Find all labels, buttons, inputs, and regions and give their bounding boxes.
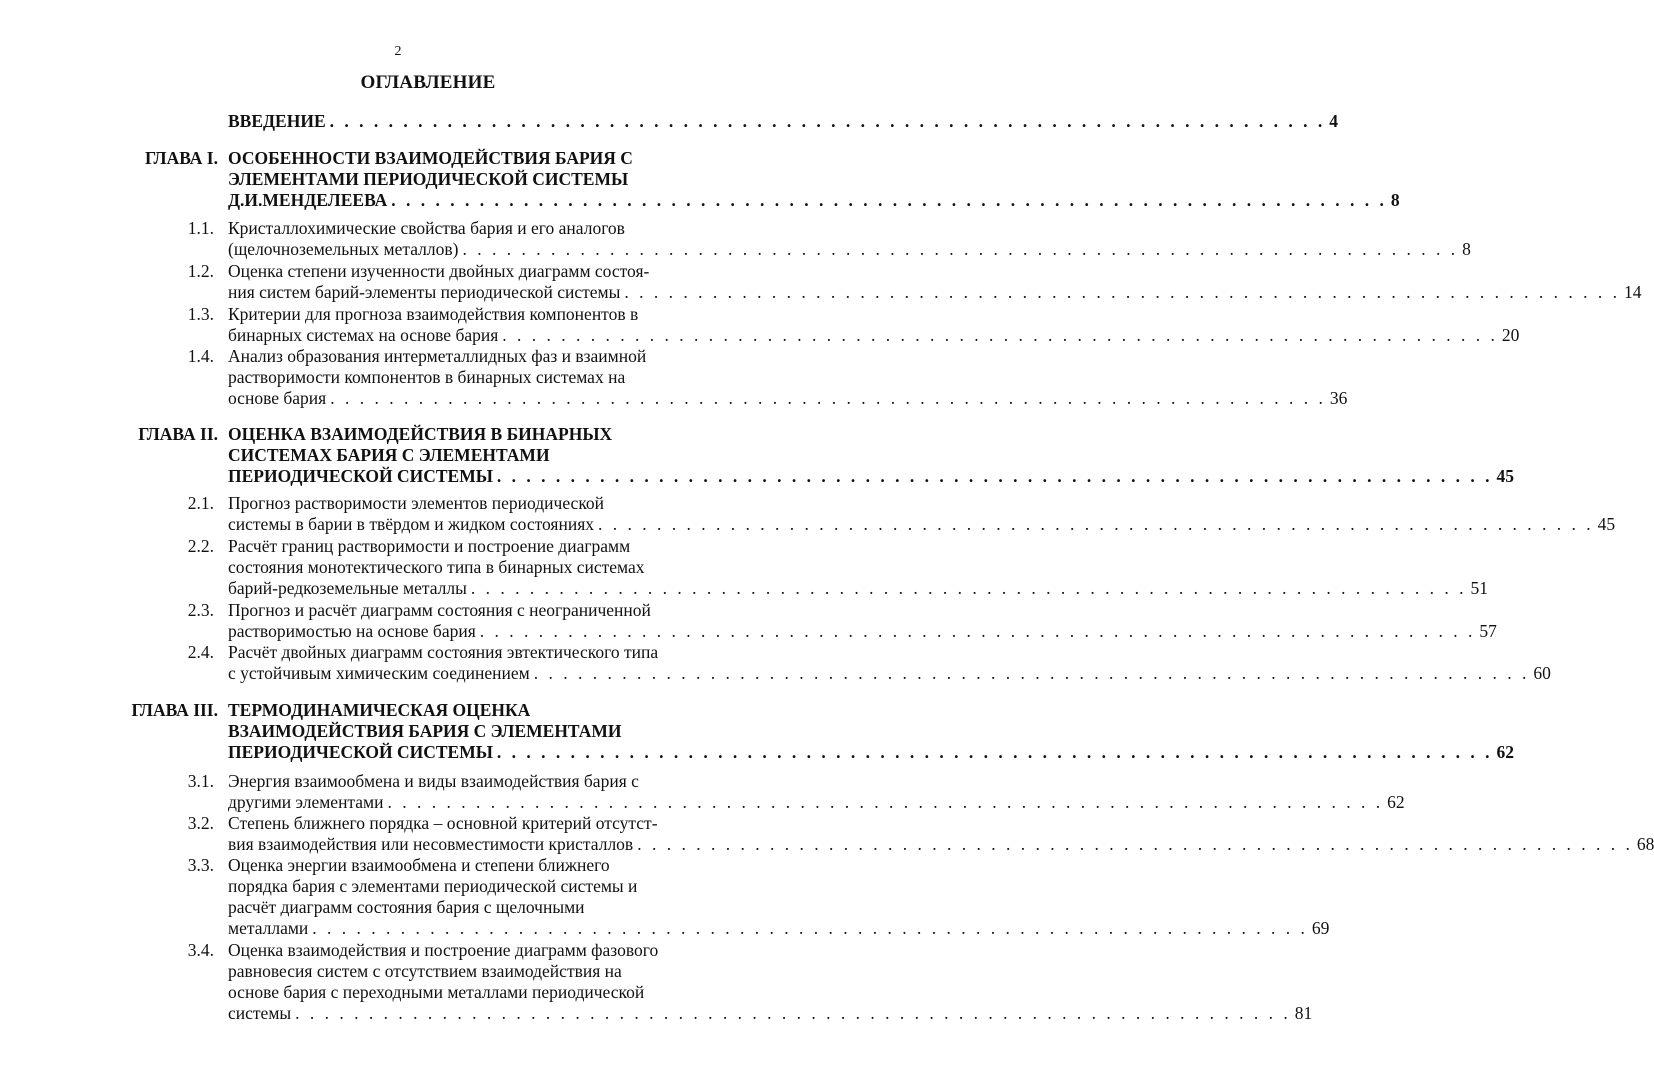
- toc-entry-line: ПЕРИОДИЧЕСКОЙ СИСТЕМЫ: [228, 466, 493, 486]
- toc-page-number: 69: [1311, 918, 1330, 938]
- toc-section-label: 1.3.: [187, 304, 214, 324]
- toc-page-number: 68: [1636, 834, 1654, 854]
- toc-page-number: 14: [1624, 282, 1642, 302]
- dot-leader: . . . . . . . . . . . . . . . . . . . . . . . . . . . . . . . . . . . . . . . . . . . . . . . . . . . . . . . . . . . . . . . . . . . .: [502, 325, 1498, 345]
- toc-entry-line: металлами: [228, 918, 309, 938]
- toc-entry-line: Степень ближнего порядка – основной критерий отсутст-: [228, 813, 658, 833]
- toc-page-number: 51: [1470, 578, 1489, 598]
- toc-entry-line: ния систем барий-элементы периодической системы: [228, 282, 621, 302]
- toc-page-number: 81: [1294, 1003, 1313, 1023]
- toc-chapter-label: ГЛАВА II.: [138, 424, 218, 444]
- toc-chapter-label: ГЛАВА III.: [131, 700, 218, 720]
- toc-page-number: 20: [1501, 325, 1520, 345]
- toc-entry-line: ОЦЕНКА ВЗАИМОДЕЙСТВИЯ В БИНАРНЫХ: [228, 424, 613, 444]
- toc-entry-line: ЭЛЕМЕНТАМИ ПЕРИОДИЧЕСКОЙ СИСТЕМЫ: [228, 169, 629, 189]
- dot-leader: . . . . . . . . . . . . . . . . . . . . . . . . . . . . . . . . . . . . . . . . . . . . . . . . . . . . . . . . . . . . . . . . . . . .: [496, 742, 1493, 762]
- toc-section-label: 2.3.: [187, 600, 214, 620]
- dot-leader: . . . . . . . . . . . . . . . . . . . . . . . . . . . . . . . . . . . . . . . . . . . . . . . . . . . . . . . . . . . . . . . . . . . .: [295, 1003, 1291, 1023]
- toc-section-label: 2.4.: [187, 642, 214, 662]
- toc-section-label: 3.3.: [187, 855, 214, 875]
- toc-section-label: 2.1.: [187, 493, 214, 513]
- toc-entry-line: Оценка взаимодействия и построение диаграмм фазового: [228, 940, 659, 960]
- toc-entry-line: порядка бария с элементами периодической системы и: [228, 876, 638, 896]
- toc-page-number: 57: [1479, 621, 1497, 641]
- toc-entry-line: ВЗАИМОДЕЙСТВИЯ БАРИЯ С ЭЛЕМЕНТАМИ: [228, 721, 622, 741]
- toc-page-number: 36: [1329, 388, 1348, 408]
- page-number: 2: [394, 44, 402, 59]
- toc-entry-line: с устойчивым химическим соединением: [228, 663, 530, 683]
- toc-entry-line: вия взаимодействия или несовместимости кристаллов: [228, 834, 634, 854]
- toc-section-label: 1.2.: [187, 261, 214, 281]
- toc-entry-line: системы в барии в твёрдом и жидком состояниях: [228, 514, 595, 534]
- toc-section-label: 1.1.: [187, 218, 214, 238]
- toc-entry-line: состояния монотектического типа в бинарных системах: [228, 557, 645, 577]
- toc-section-label: 3.4.: [187, 940, 214, 960]
- toc-entry-line: системы: [228, 1003, 292, 1023]
- toc-entry-line: ПЕРИОДИЧЕСКОЙ СИСТЕМЫ: [228, 742, 493, 762]
- toc-entry-line: Прогноз растворимости элементов периодической: [228, 493, 605, 513]
- toc-entry-line: равновесия систем с отсутствием взаимодействия на: [228, 961, 622, 981]
- dot-leader: . . . . . . . . . . . . . . . . . . . . . . . . . . . . . . . . . . . . . . . . . . . . . . . . . . . . . . . . . . . . . . . . . . . .: [470, 578, 1467, 598]
- toc-entry-line: Критерии для прогноза взаимодействия компонентов в: [228, 304, 639, 324]
- toc-entry-line: Д.И.МЕНДЕЛЕЕВА: [228, 190, 388, 210]
- toc-entry-title: ВВЕДЕНИЕ: [228, 111, 326, 131]
- dot-leader: . . . . . . . . . . . . . . . . . . . . . . . . . . . . . . . . . . . . . . . . . . . . . . . . . . . . . . . . . . . . . . . . . . . .: [637, 834, 1633, 854]
- toc-page-number: 60: [1533, 663, 1551, 683]
- dot-leader: . . . . . . . . . . . . . . . . . . . . . . . . . . . . . . . . . . . . . . . . . . . . . . . . . . . . . . . . . . . . . . . . . . . .: [387, 792, 1384, 812]
- dot-leader: . . . . . . . . . . . . . . . . . . . . . . . . . . . . . . . . . . . . . . . . . . . . . . . . . . . . . . . . . . . . . . . . . . . .: [598, 514, 1594, 534]
- toc-entry-line: ОСОБЕННОСТИ ВЗАИМОДЕЙСТВИЯ БАРИЯ С: [228, 148, 633, 168]
- toc-entry-line: основе бария с переходными металлами периодической: [228, 982, 645, 1002]
- dot-leader: . . . . . . . . . . . . . . . . . . . . . . . . . . . . . . . . . . . . . . . . . . . . . . . . . . . . . . . . . . . . . . . . . . . .: [624, 282, 1620, 302]
- toc-entry-line: растворимостью на основе бария: [228, 621, 476, 641]
- dot-leader: . . . . . . . . . . . . . . . . . . . . . . . . . . . . . . . . . . . . . . . . . . . . . . . . . . . . . . . . . . . . . . . . . . . .: [312, 918, 1308, 938]
- toc-entry-line: расчёт диаграмм состояния бария с щелочными: [228, 897, 585, 917]
- toc-entry-line: Оценка энергии взаимообмена и степени ближнего: [228, 855, 610, 875]
- toc-chapter-label: ГЛАВА I.: [145, 148, 218, 168]
- toc-section-label: 3.2.: [187, 813, 214, 833]
- toc-entry-line: бинарных системах на основе бария: [228, 325, 499, 345]
- toc-page-number: 62: [1387, 792, 1405, 812]
- dot-leader: . . . . . . . . . . . . . . . . . . . . . . . . . . . . . . . . . . . . . . . . . . . . . . . . . . . . . . . . . . . . . . . . . . . .: [496, 466, 1493, 486]
- toc-section-label: 2.2.: [187, 536, 214, 556]
- toc-page-number: 45: [1496, 466, 1515, 486]
- toc-page-number: 62: [1496, 742, 1515, 762]
- toc-entry-line: барий-редкоземельные металлы: [228, 578, 467, 598]
- toc-entry-line: Кристаллохимические свойства бария и его аналогов: [228, 218, 625, 238]
- toc-entry-line: другими элементами: [228, 792, 384, 812]
- toc-page-number: 45: [1597, 514, 1616, 534]
- toc-entry-line: растворимости компонентов в бинарных системах на: [228, 367, 626, 387]
- toc-entry-line: Анализ образования интерметаллидных фаз и взаимной: [228, 346, 647, 366]
- dot-leader: . . . . . . . . . . . . . . . . . . . . . . . . . . . . . . . . . . . . . . . . . . . . . . . . . . . . . . . . . . . . . . . . . . . .: [391, 190, 1387, 210]
- toc-entry-line: Энергия взаимообмена и виды взаимодействия бария с: [228, 771, 639, 791]
- toc-page-number: 8: [1462, 239, 1471, 259]
- dot-leader: . . . . . . . . . . . . . . . . . . . . . . . . . . . . . . . . . . . . . . . . . . . . . . . . . . . . . . . . . . . . . . . . . . . .: [330, 388, 1326, 408]
- toc-section-label: 1.4.: [187, 346, 214, 366]
- toc-entry-line: ТЕРМОДИНАМИЧЕСКАЯ ОЦЕНКА: [228, 700, 531, 720]
- toc-entry-line: Оценка степени изученности двойных диаграмм состоя-: [228, 261, 650, 281]
- toc-page-number: 4: [1329, 111, 1339, 131]
- toc-entry-line: Расчёт двойных диаграмм состояния эвтектического типа: [228, 642, 659, 662]
- toc-entry-line: (щелочноземельных металлов): [228, 239, 459, 259]
- toc-entry-line: СИСТЕМАХ БАРИЯ С ЭЛЕМЕНТАМИ: [228, 445, 550, 465]
- toc-entry-line: Прогноз и расчёт диаграмм состояния с неограниченной: [228, 600, 651, 620]
- toc-entry-line: основе бария: [228, 388, 327, 408]
- dot-leader: . . . . . . . . . . . . . . . . . . . . . . . . . . . . . . . . . . . . . . . . . . . . . . . . . . . . . . . . . . . . . . . . . . . .: [329, 111, 1326, 131]
- dot-leader: . . . . . . . . . . . . . . . . . . . . . . . . . . . . . . . . . . . . . . . . . . . . . . . . . . . . . . . . . . . . . . . . . . . .: [533, 663, 1530, 683]
- toc-section-label: 3.1.: [187, 771, 214, 791]
- toc-page-number: 8: [1390, 190, 1400, 210]
- dot-leader: . . . . . . . . . . . . . . . . . . . . . . . . . . . . . . . . . . . . . . . . . . . . . . . . . . . . . . . . . . . . . . . . . . . .: [479, 621, 1476, 641]
- toc-entry-line: Расчёт границ растворимости и построение диаграмм: [228, 536, 631, 556]
- toc-title: ОГЛАВЛЕНИЕ: [360, 72, 496, 93]
- dot-leader: . . . . . . . . . . . . . . . . . . . . . . . . . . . . . . . . . . . . . . . . . . . . . . . . . . . . . . . . . . . . . . . . . . . .: [462, 239, 1459, 259]
